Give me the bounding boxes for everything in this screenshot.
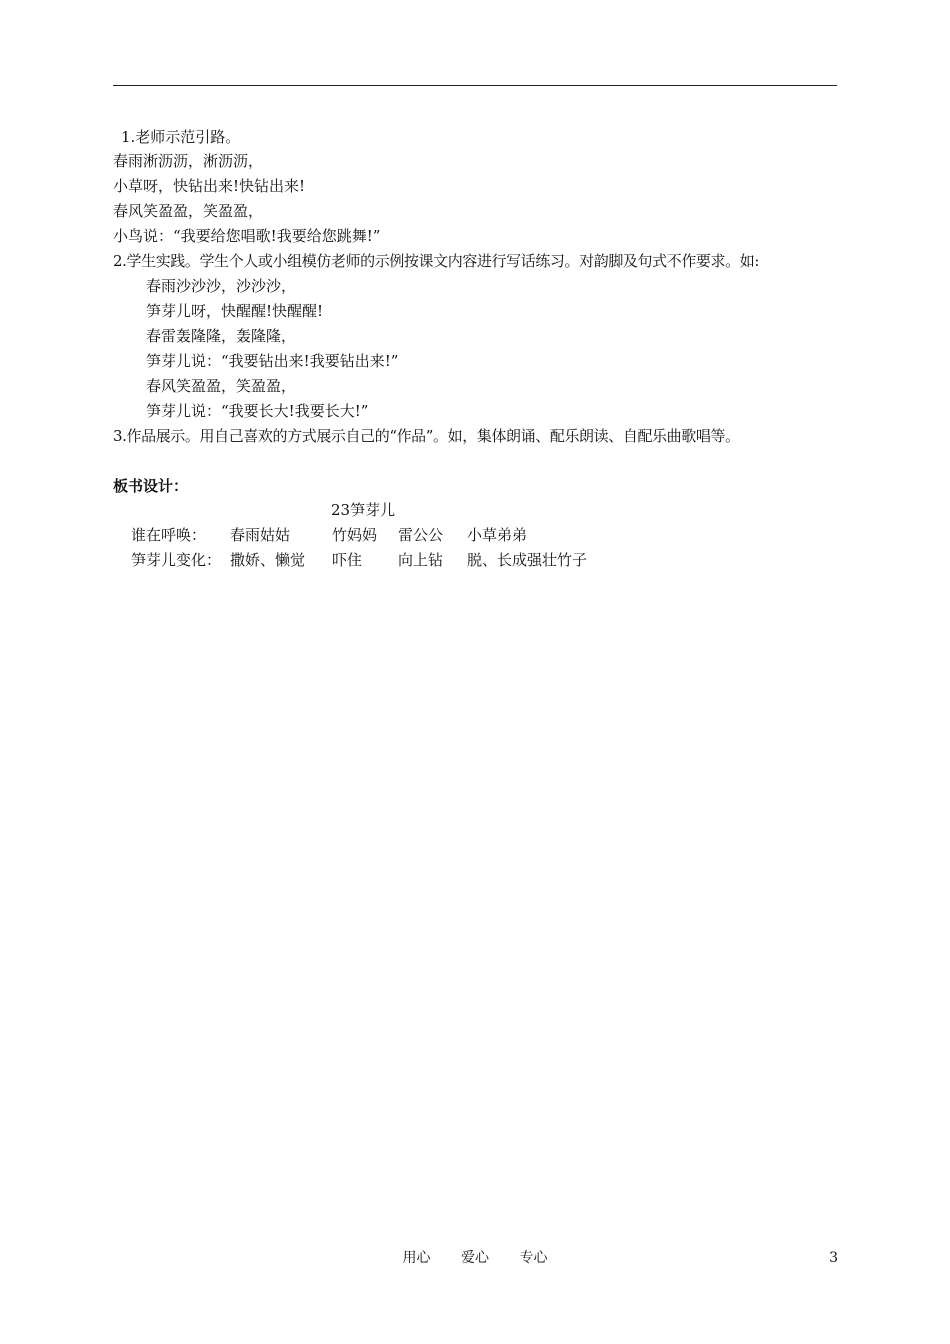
board-row2-item-1: 撒娇、懒觉	[230, 551, 306, 569]
board-row1-item-3: 雷公公	[398, 526, 444, 544]
board-row2-item-3: 向上钻	[398, 551, 444, 569]
footer-motto	[0, 1248, 950, 1268]
example-line-1: 春雨淅沥沥，淅沥沥，	[113, 152, 264, 170]
practice-line-3: 春雷轰隆隆，轰隆隆，	[146, 327, 297, 345]
practice-line-5: 春风笑盈盈，笑盈盈，	[146, 377, 297, 395]
board-row1-item-1: 春雨姑姑	[230, 526, 291, 544]
board-row1-item-4: 小草弟弟	[467, 526, 528, 544]
practice-line-1: 春雨沙沙沙，沙沙沙，	[146, 277, 297, 295]
step-1-heading: 1.老师示范引路。	[121, 128, 241, 146]
footer-item-2: 爱心	[461, 1250, 489, 1266]
example-line-3: 春风笑盈盈，笑盈盈，	[113, 202, 264, 220]
footer-item-1: 用心	[402, 1250, 431, 1266]
page-number: 3	[829, 1250, 838, 1266]
step-2-heading: 2.学生实践。学生个人或小组模仿老师的示例按课文内容进行写话练习。对韵脚及句式不作要求。如:	[113, 252, 759, 270]
board-row2-item-2: 吓住	[332, 551, 363, 569]
header-rule	[113, 85, 837, 86]
footer-item-3: 专心	[519, 1250, 548, 1266]
example-line-2: 小草呀，快钻出来!快钻出来!	[113, 177, 306, 195]
board-row1-item-2: 竹妈妈	[332, 526, 378, 544]
practice-line-6: 笋芽儿说：“我要长大!我要长大!”	[146, 402, 369, 420]
board-row1-label: 谁在呼唤：	[131, 526, 207, 544]
practice-line-4: 笋芽儿说：“我要钻出来!我要钻出来!”	[146, 352, 399, 370]
board-design-heading: 板书设计：	[113, 477, 189, 495]
step-3-heading: 3.作品展示。用自己喜欢的方式展示自己的“作品”。如，集体朗诵、配乐朗读、自配乐曲歌唱等。	[113, 427, 740, 445]
practice-line-2: 笋芽儿呀，快醒醒!快醒醒!	[146, 302, 324, 320]
example-line-4: 小鸟说：“我要给您唱歌!我要给您跳舞!”	[113, 227, 381, 245]
board-title: 23笋芽儿	[331, 501, 396, 519]
board-row2-label: 笋芽儿变化：	[131, 551, 222, 569]
board-row2-item-4: 脱、长成强壮竹子	[467, 551, 588, 569]
